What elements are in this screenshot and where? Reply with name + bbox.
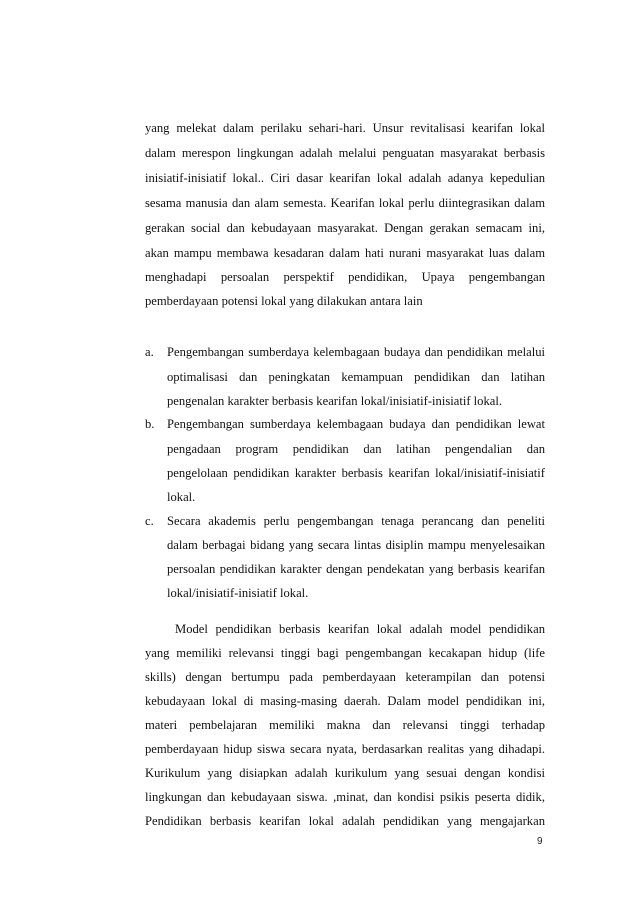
list-item-c-line: persoalan pendidikan karakter dengan pendekatan yang berbasis kearifan (167, 562, 545, 576)
list-item-b-line: Pengembangan sumberdaya kelembagaan budaya dan pendidikan lewat (167, 417, 545, 431)
page-number: 9 (537, 836, 543, 847)
paragraph-1-line: dalam merespon lingkungan adalah melalui penguatan masyarakat berbasis (145, 146, 545, 160)
paragraph-1-line: gerakan social dan kebudayaan masyarakat. Dengan gerakan semacam ini, (145, 221, 545, 235)
list-item-c-line: lokal/inisiatif-inisiatif lokal. (167, 586, 309, 600)
list-item-a-line: Pengembangan sumberdaya kelembagaan budaya dan pendidikan melalui (167, 345, 545, 359)
paragraph-1-line: sesama manusia dan alam semesta. Kearifan lokal perlu diintegrasikan dalam (145, 196, 545, 210)
paragraph-2-line: yang memiliki relevansi tinggi bagi pengembangan kecakapan hidup (life (145, 646, 545, 660)
list-item-b-line: lokal. (167, 490, 196, 504)
paragraph-1-line: akan mampu membawa kesadaran dalam hati nurani masyarakat luas dalam (145, 246, 545, 260)
paragraph-2-line: pemberdayaan hidup siswa secara nyata, berdasarkan realitas yang dihadapi. (145, 742, 545, 756)
list-item-c-line: Secara akademis perlu pengembangan tenaga perancang dan peneliti (167, 514, 545, 528)
paragraph-1-line: menghadapi persoalan perspektif pendidikan, Upaya pengembangan (145, 270, 545, 284)
list-item-a-line: pengenalan karakter berbasis kearifan lokal/inisiatif-inisiatif lokal. (167, 394, 503, 408)
paragraph-2-line: Model pendidikan berbasis kearifan lokal adalah model pendidikan (175, 622, 545, 636)
list-marker-b: b. (145, 417, 155, 431)
paragraph-2-line: Kurikulum yang disiapkan adalah kurikulum yang sesuai dengan kondisi (145, 766, 545, 780)
list-item-a-line: optimalisasi dan peningkatan kemampuan pendidikan dan latihan (167, 370, 545, 384)
paragraph-2-line: materi pembelajaran memiliki makna dan relevansi tinggi terhadap (145, 718, 545, 732)
paragraph-1-line: yang melekat dalam perilaku sehari-hari. Unsur revitalisasi kearifan lokal (145, 121, 545, 135)
paragraph-1-line: inisiatif-inisiatif lokal.. Ciri dasar kearifan lokal adalah adanya kepedulian (145, 171, 545, 185)
list-item-b-line: pengelolaan pendidikan karakter berbasis kearifan lokal/inisiatif-inisiatif (167, 466, 545, 480)
list-marker-a: a. (145, 345, 154, 359)
paragraph-1-line: pemberdayaan potensi lokal yang dilakukan antara lain (145, 294, 423, 308)
paragraph-2-line: lingkungan dan kebudayaan siswa. ,minat, dan kondisi psikis peserta didik, (145, 790, 545, 804)
paragraph-2-line: kebudayaan lokal di masing-masing daerah. Dalam model pendidikan ini, (145, 694, 545, 708)
list-item-b-line: pengadaan program pendidikan dan latihan pengendalian dan (167, 442, 545, 456)
paragraph-2-line: skills) dengan bertumpu pada pemberdayaan keterampilan dan potensi (145, 670, 545, 684)
paragraph-2-line: Pendidikan berbasis kearifan lokal adalah pendidikan yang mengajarkan (145, 814, 545, 828)
list-marker-c: c. (145, 514, 154, 528)
list-item-c-line: dalam berbagai bidang yang secara lintas disiplin mampu menyelesaikan (167, 538, 545, 552)
